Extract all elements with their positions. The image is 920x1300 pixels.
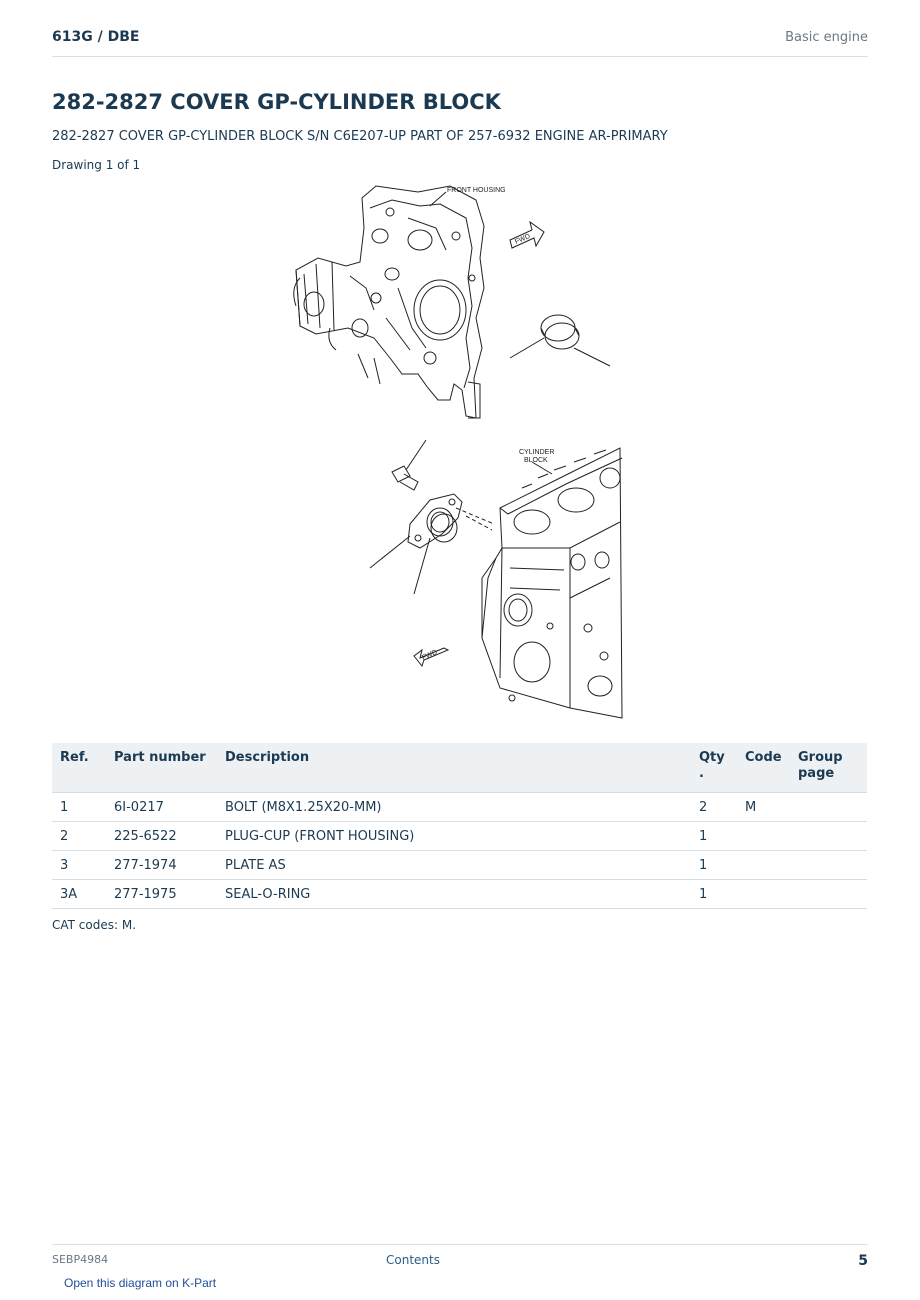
parts-table [52, 743, 867, 909]
cell-qty: 1 [691, 851, 737, 880]
cell-ref: 3A [52, 880, 106, 909]
cell-qty: 2 [691, 793, 737, 822]
col-group-line2: page [798, 766, 835, 781]
cell-qty: 1 [691, 880, 737, 909]
cell-code [737, 880, 790, 909]
fwd-label-bottom: FWD [420, 648, 439, 662]
table-row [52, 851, 867, 880]
document-id: SEBP4984 [52, 1253, 109, 1266]
cell-group-page [790, 822, 867, 851]
col-qty-line1: Qty [699, 750, 725, 765]
cell-description: BOLT (M8X1.25X20-MM) [217, 793, 691, 822]
page-footer [52, 1244, 868, 1275]
breadcrumb: 613G / DBE [52, 29, 140, 45]
cat-codes: CAT codes: M. [52, 918, 137, 932]
bolt-drawing [392, 440, 426, 490]
cell-part-number: 277-1974 [106, 851, 217, 880]
block-callout: BLOCK [524, 457, 548, 464]
page-subtitle: 282-2827 COVER GP-CYLINDER BLOCK S/N C6E207-UP PART OF 257-6932 ENGINE AR-PRIMARY [52, 129, 668, 144]
cylinder-block-drawing [482, 448, 622, 718]
cell-ref: 2 [52, 822, 106, 851]
cell-ref: 3 [52, 851, 106, 880]
front-housing-drawing [294, 186, 484, 418]
cell-ref: 1 [52, 793, 106, 822]
table-row [52, 793, 867, 822]
table-row [52, 822, 867, 851]
table-row [52, 880, 867, 909]
cell-description: SEAL-O-RING [217, 880, 691, 909]
cell-code [737, 851, 790, 880]
col-qty-line2: . [699, 766, 704, 781]
plug-cup-drawing [541, 315, 579, 349]
cell-group-page [790, 851, 867, 880]
col-qty [691, 743, 737, 793]
plate-drawing [408, 494, 462, 548]
cell-description: PLUG-CUP (FRONT HOUSING) [217, 822, 691, 851]
page-header [52, 28, 868, 57]
col-code: Code [737, 743, 790, 793]
cell-group-page [790, 880, 867, 909]
cell-qty: 1 [691, 822, 737, 851]
cell-part-number: 277-1975 [106, 880, 217, 909]
col-group-page [790, 743, 867, 793]
cell-part-number: 225-6522 [106, 822, 217, 851]
fwd-label-top: FWD [513, 232, 532, 246]
cell-code [737, 822, 790, 851]
table-header-row [52, 743, 867, 793]
page-title: 282-2827 COVER GP-CYLINDER BLOCK [52, 90, 501, 114]
col-description: Description [217, 743, 691, 793]
section-name: Basic engine [785, 30, 868, 45]
cell-part-number: 6I-0217 [106, 793, 217, 822]
kpart-link[interactable]: Open this diagram on K-Part [64, 1276, 217, 1290]
cylinder-callout: CYLINDER [519, 449, 555, 456]
contents-link[interactable]: Contents [386, 1253, 440, 1267]
col-ref: Ref. [52, 743, 106, 793]
cell-code: M [737, 793, 790, 822]
cell-description: PLATE AS [217, 851, 691, 880]
parts-diagram [270, 178, 650, 723]
cell-group-page [790, 793, 867, 822]
page-number: 5 [858, 1253, 868, 1269]
col-group-line1: Group [798, 750, 843, 765]
front-housing-callout: FRONT HOUSING [447, 187, 506, 194]
drawing-label: Drawing 1 of 1 [52, 158, 141, 172]
col-part-number: Part number [106, 743, 217, 793]
